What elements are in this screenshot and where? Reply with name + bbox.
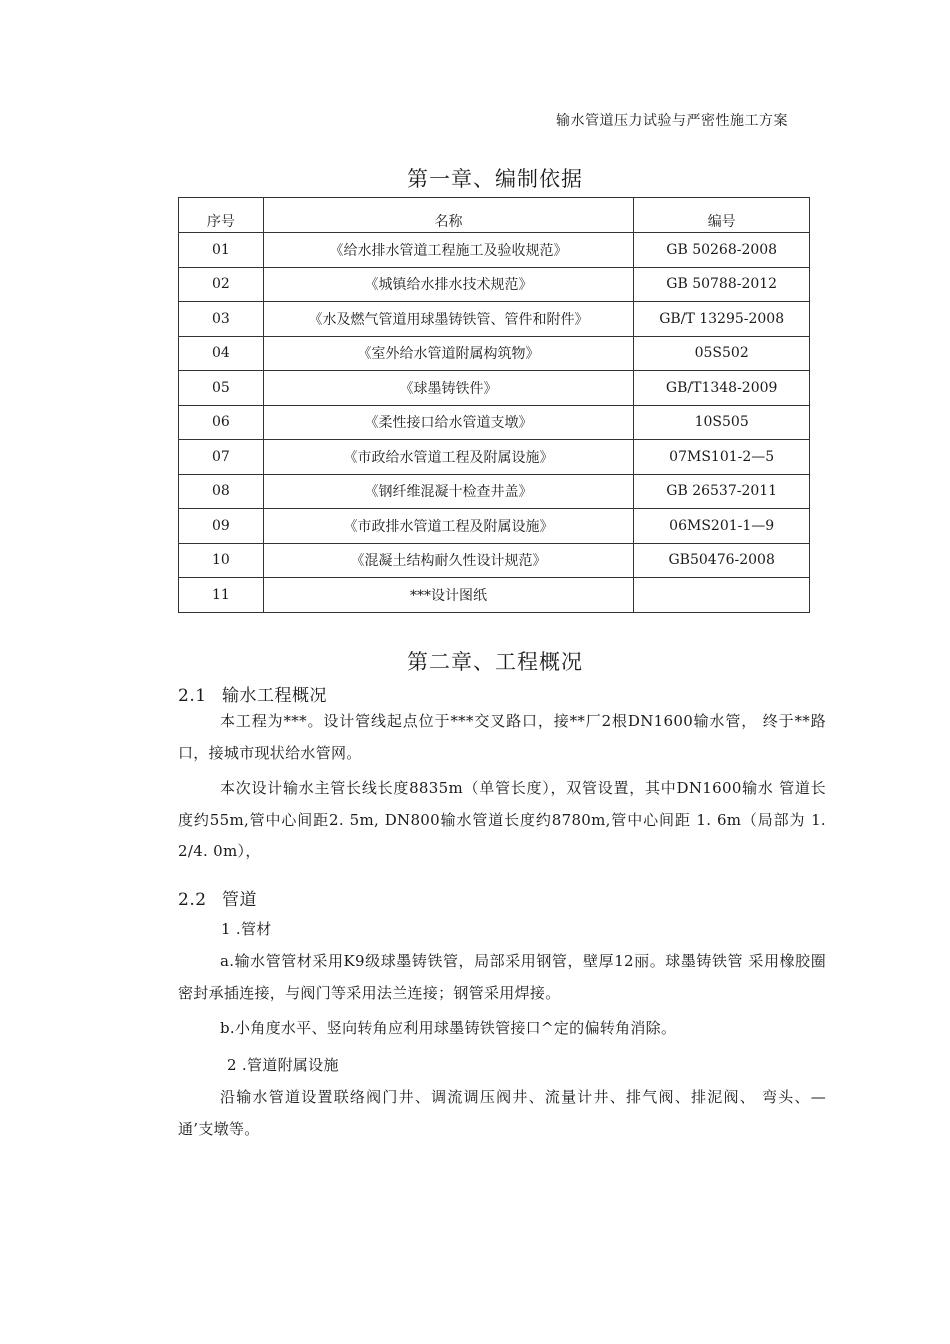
cell-name: 《市政排水管道工程及附属设施》 bbox=[263, 509, 634, 544]
cell-no: 04 bbox=[179, 336, 264, 371]
cell-name: 《混凝土结构耐久性设计规范》 bbox=[263, 543, 634, 578]
cell-name: 《水及燃气管道用球墨铸铁管、管件和附件》 bbox=[263, 302, 634, 337]
cell-code: 10S505 bbox=[634, 405, 810, 440]
cell-code: GB50476-2008 bbox=[634, 543, 810, 578]
cell-no: 06 bbox=[179, 405, 264, 440]
section-number: 2.2 bbox=[178, 890, 207, 910]
table-row bbox=[179, 474, 810, 509]
cell-no: 02 bbox=[179, 267, 264, 302]
chapter-1-title: 第一章、编制依据 bbox=[407, 167, 583, 191]
section-number: 2.1 bbox=[178, 686, 207, 706]
header-name: 名称 bbox=[263, 198, 634, 233]
cell-code: GB 50788-2012 bbox=[634, 267, 810, 302]
header-no: 序号 bbox=[179, 198, 264, 233]
cell-name: 《柔性接口给水管道支墩》 bbox=[263, 405, 634, 440]
cell-name: 《给水排水管道工程施工及验收规范》 bbox=[263, 233, 634, 268]
section-2-2-heading bbox=[178, 885, 257, 910]
cell-code bbox=[634, 578, 810, 613]
cell-no: 07 bbox=[179, 440, 264, 475]
table-row bbox=[179, 233, 810, 268]
cell-name: 《室外给水管道附属构筑物》 bbox=[263, 336, 634, 371]
cell-code: GB 50268-2008 bbox=[634, 233, 810, 268]
subheading-pipe-material: 1 .管材 bbox=[221, 920, 272, 938]
table-row bbox=[179, 405, 810, 440]
paragraph-pipe-facilities: 沿输水管道设置联络阀门井、调流调压阀井、流量计井、排气阀、排泥阀、 弯头、—通’支墩等。 bbox=[178, 1088, 826, 1138]
table-row bbox=[179, 267, 810, 302]
cell-code: 07MS101-2—5 bbox=[634, 440, 810, 475]
paragraph-pipe-material-a: a.输水管管材采用K9级球墨铸铁管，局部采用钢管，壁厚12丽。球墨铸铁管 采用橡胶圈密封承插连接，与阀门等采用法兰连接；钢管采用焊接。 bbox=[178, 952, 826, 1002]
cell-code: GB/T 13295-2008 bbox=[634, 302, 810, 337]
cell-no: 05 bbox=[179, 371, 264, 406]
cell-no: 03 bbox=[179, 302, 264, 337]
cell-name: 《球墨铸铁件》 bbox=[263, 371, 634, 406]
table-row bbox=[179, 440, 810, 475]
cell-no: 11 bbox=[179, 578, 264, 613]
table-row bbox=[179, 543, 810, 578]
cell-no: 09 bbox=[179, 509, 264, 544]
reference-standards-table bbox=[178, 197, 810, 613]
paragraph-pipeline-length: 本次设计输水主管长线长度8835m（单管长度），双管设置，其中DN1600输水 管道长度约55m,管中心间距2. 5m, DN800输水管道长度约8780m,管中心间距 1. 6m（局部为 1. 2/4. 0m）， bbox=[178, 779, 826, 860]
cell-code: GB 26537-2011 bbox=[634, 474, 810, 509]
cell-code: 05S502 bbox=[634, 336, 810, 371]
cell-no: 08 bbox=[179, 474, 264, 509]
cell-name: 《城镇给水排水技术规范》 bbox=[263, 267, 634, 302]
table-row bbox=[179, 509, 810, 544]
cell-code: 06MS201-1—9 bbox=[634, 509, 810, 544]
table-row bbox=[179, 302, 810, 337]
cell-name: ***设计图纸 bbox=[263, 578, 634, 613]
cell-code: GB/T1348-2009 bbox=[634, 371, 810, 406]
table-header-row bbox=[179, 198, 810, 233]
paragraph-pipe-material-b: b.小角度水平、竖向转角应利用球墨铸铁管接口^定的偏转角消除。 bbox=[220, 1019, 677, 1037]
section-2-1-heading bbox=[178, 681, 327, 706]
table-row bbox=[179, 578, 810, 613]
section-title: 输水工程概况 bbox=[222, 686, 327, 706]
cell-no: 10 bbox=[179, 543, 264, 578]
paragraph-project-overview: 本工程为***。设计管线起点位于***交叉路口，接**厂2根DN1600输水管， 终于**路口，接城市现状给水管网。 bbox=[178, 712, 826, 762]
cell-no: 01 bbox=[179, 233, 264, 268]
chapter-2-title: 第二章、工程概况 bbox=[407, 650, 583, 674]
running-header: 输水管道压力试验与严密性施工方案 bbox=[556, 113, 788, 129]
section-title: 管道 bbox=[222, 890, 257, 910]
cell-name: 《钢纤维混凝十检查井盖》 bbox=[263, 474, 634, 509]
cell-name: 《市政给水管道工程及附属设施》 bbox=[263, 440, 634, 475]
table-row bbox=[179, 336, 810, 371]
subheading-pipe-facilities: 2 .管道附属设施 bbox=[227, 1056, 339, 1074]
header-code: 编号 bbox=[634, 198, 810, 233]
table-row bbox=[179, 371, 810, 406]
